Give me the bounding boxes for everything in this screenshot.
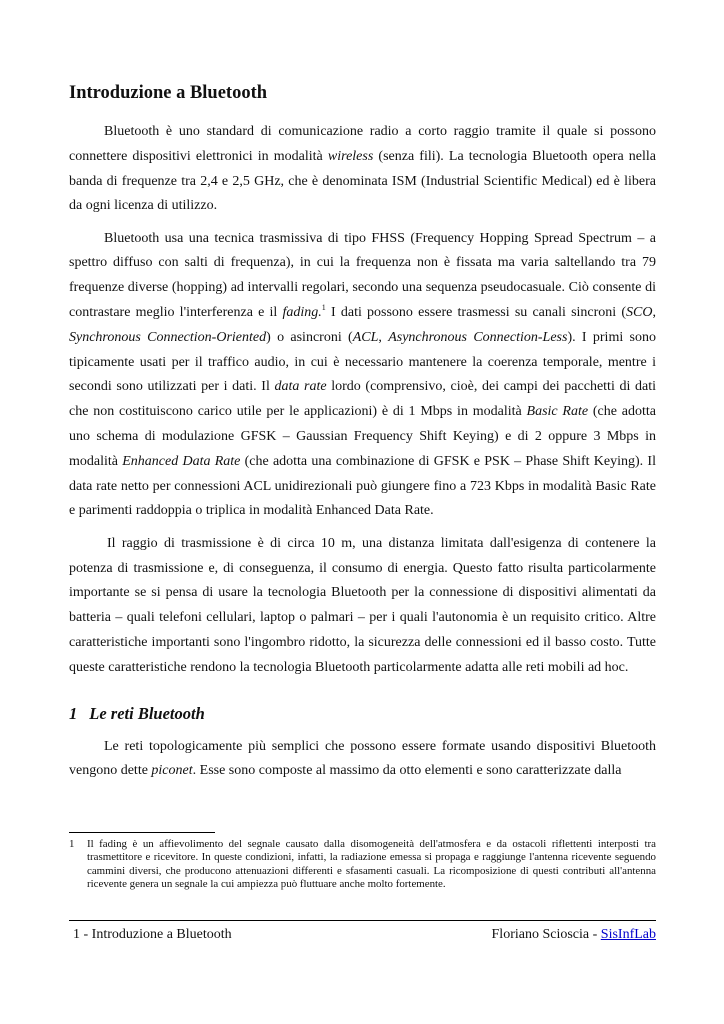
- emphasis-sco: SCO: [626, 305, 653, 321]
- footnote: [69, 838, 656, 891]
- text-run: ,: [652, 305, 656, 321]
- text-run: (che adotta una combinazione di GFSK e PSK – Phase Shift Keying). Il data rate netto per connessioni ACL unidirezionali può giungere fino a 723 Kbps in modalità Basic Rate e parimenti raddoppia o triplica in modalità Enhanced Data Rate.: [69, 453, 656, 519]
- paragraph-piconet: [69, 735, 656, 785]
- footnote-text: Il fading è un affievolimento del segnale causato dalla disomogeneità dell'atmosfera e da ostacoli riflettenti interposti tra trasmettitore e ricevitore. In queste condizioni, infatti, la radiazione emessa si propaga e raggiunge l'antenna ricevente seguendo cammini diversi, che producono attenuazioni differenti e sfasamenti casuali. La ricomposizione di questi contributi all'antenna ricevente genera un segnale la cui ampiezza può fluttuare anche molto fortemente.: [87, 838, 656, 890]
- paragraph-range: Il raggio di trasmissione è di circa 10 m, una distanza limitata dall'esigenza di contenere la potenza di trasmissione e, di conseguenza, il consumo di energia. Questo fatto risulta particolarmente importante se si pensa di usare la tecnologia Bluetooth per la connessione di dispositivi alimentati da batteria – quali telefoni cellulari, laptop o palmari – per i quali l'autonomia è un requisito critico. Altre caratteristiche importanti sono l'ingombro ridotto, la sicurezza delle connessioni ed il basso costo. Tutte queste caratteristiche rendono la tecnologia Bluetooth particolarmente adatta alle reti mobili ad hoc.: [69, 535, 656, 675]
- footer-divider: [69, 920, 656, 921]
- footer-author-name: Floriano Scioscia -: [491, 927, 601, 942]
- document-body: [69, 120, 656, 792]
- text-run: Bluetooth usa una tecnica trasmissiva di tipo FHSS (Frequency Hopping Spread Spectrum – a spettro diffuso con salti di frequenza), in cui la frequenza non è fissata ma varia saltellando tra 79 frequenze diverse (hopping) ad intervalli regolari, secondo una sequenza pseudocasuale. Ciò consente di contrastare meglio l'interferenza e il: [69, 230, 656, 321]
- section-heading: [69, 702, 656, 726]
- text-run: Bluetooth è uno standard di comunicazione radio a corto raggio tramite il quale si possono connettere dispositivi elettronici in modalità: [69, 124, 656, 164]
- footnote-number: 1: [69, 838, 75, 850]
- text-run: . Esse sono composte al massimo da otto elementi e sono caratterizzate dalla: [192, 763, 622, 779]
- section-number: 1: [69, 703, 78, 723]
- emphasis-piconet: piconet: [151, 763, 193, 779]
- document-title: Introduzione a Bluetooth: [69, 83, 268, 103]
- emphasis-sco-full: Synchronous Connection-Oriented: [69, 329, 267, 345]
- text-run: (che adotta uno schema di modulazione GFSK – Gaussian Frequency Shift Keying) e di 2 oppure 3 Mbps in modalità: [69, 404, 656, 469]
- text-run: I dati possono essere trasmessi su canali sincroni (: [325, 305, 627, 321]
- text-run: (senza fili). La tecnologia Bluetooth opera nella banda di frequenze tra 2,4 e 2,5 GHz, che è denominata ISM (Industrial Scientific Medical) ed è libera da ogni licenza di utilizzo.: [69, 148, 656, 214]
- emphasis-acl: ACL: [352, 329, 379, 345]
- footer-author: [492, 926, 656, 944]
- text-run: ). I primi sono tipicamente usati per il traffico audio, in cui è necessario mantenere la coerenza temporale, mentre i secondi sono utilizzati per i dati. Il: [69, 329, 656, 395]
- text-run: ,: [378, 329, 389, 345]
- emphasis-data-rate: data rate: [274, 379, 327, 395]
- section-title: Le reti Bluetooth: [89, 703, 205, 723]
- paragraph-intro: [69, 120, 656, 219]
- emphasis-wireless: wireless: [327, 148, 374, 164]
- text-run: Le reti topologicamente più semplici che possono essere formate usando dispositivi Bluetooth vengono dette: [69, 738, 656, 779]
- emphasis-enhanced-data-rate: Enhanced Data Rate: [122, 453, 241, 469]
- emphasis-fading: fading.: [282, 305, 322, 321]
- paragraph-fhss: [69, 227, 656, 525]
- footnote-separator: [69, 832, 215, 833]
- text-run: lordo (comprensivo, cioè, dei campi dei pacchetti di dati che non costituiscono carico utile per le applicazioni) è di 1 Mbps in modalità: [69, 379, 656, 420]
- footer-page-label: 1 - Introduzione a Bluetooth: [73, 927, 232, 942]
- emphasis-acl-full: Asynchronous Connection-Less: [388, 329, 568, 345]
- footnote-reference[interactable]: 1: [321, 303, 326, 313]
- emphasis-basic-rate: Basic Rate: [526, 404, 589, 420]
- text-run: ) o asincroni (: [266, 329, 353, 345]
- footer-sisinflab-link[interactable]: SisInfLab: [600, 927, 656, 942]
